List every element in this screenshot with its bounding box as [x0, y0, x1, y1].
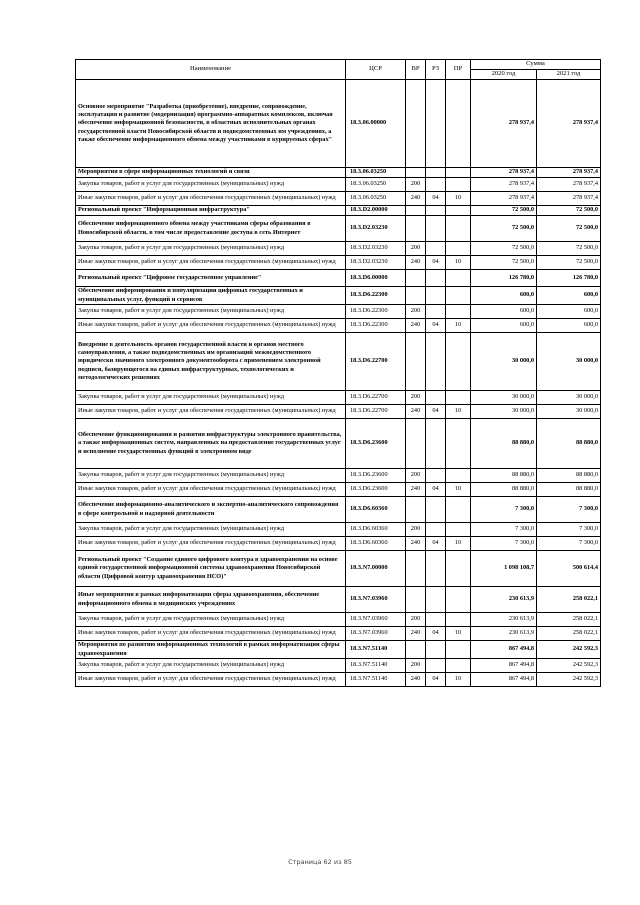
row-amount-2021: 242 592,3	[537, 673, 601, 687]
row-pr	[446, 469, 471, 483]
row-vr: 200	[406, 391, 426, 405]
row-vr	[406, 80, 426, 168]
row-rz	[426, 80, 446, 168]
row-name: Иные закупки товаров, работ и услуг для обеспечения государственных (муниципальных) нужд	[76, 192, 346, 206]
row-vr	[406, 497, 426, 523]
header-pr: ПР	[446, 60, 471, 80]
row-name: Иные закупки товаров, работ и услуг для обеспечения государственных (муниципальных) нужд	[76, 537, 346, 551]
row-code: 18.3.D6.22300	[346, 287, 406, 305]
row-pr	[446, 641, 471, 659]
row-amount-2021: 278 937,4	[537, 178, 601, 192]
table-row	[76, 242, 601, 256]
row-code: 18.3.N7.03960	[346, 587, 406, 613]
row-name: Иные закупки товаров, работ и услуг для обеспечения государственных (муниципальных) нужд	[76, 673, 346, 687]
row-amount-2021: 88 880,0	[537, 483, 601, 497]
row-rz	[426, 270, 446, 287]
row-rz	[426, 587, 446, 613]
row-name: Иные закупки товаров, работ и услуг для обеспечения государственных (муниципальных) нужд	[76, 627, 346, 641]
row-code: 18.3.D2.00000	[346, 206, 406, 216]
row-name: Закупка товаров, работ и услуг для государственных (муниципальных) нужд	[76, 613, 346, 627]
row-amount-2020: 30 000,0	[471, 333, 537, 391]
row-amount-2021: 242 592,3	[537, 659, 601, 673]
row-amount-2020: 126 780,0	[471, 270, 537, 287]
row-pr	[446, 216, 471, 242]
row-amount-2020: 1 098 108,7	[471, 551, 537, 587]
row-name: Закупка товаров, работ и услуг для государственных (муниципальных) нужд	[76, 178, 346, 192]
row-name: Закупка товаров, работ и услуг для государственных (муниципальных) нужд	[76, 391, 346, 405]
row-rz	[426, 659, 446, 673]
table-row	[76, 641, 601, 659]
row-name: Внедрение в деятельность органов государственной власти и органов местного самоуправления, а также подведомственных им организаций межведомственного юридически значимого электронного документооборота с применением электронной подписи, базирующегося на единых инфраструктурных, технологических и методологических решениях	[76, 333, 346, 391]
row-vr	[406, 419, 426, 469]
row-amount-2020: 278 937,4	[471, 80, 537, 168]
row-rz	[426, 419, 446, 469]
row-amount-2021: 7 300,0	[537, 497, 601, 523]
row-amount-2020: 7 300,0	[471, 523, 537, 537]
table-row	[76, 287, 601, 305]
row-name: Закупка товаров, работ и услуг для государственных (муниципальных) нужд	[76, 305, 346, 319]
row-amount-2021: 278 937,4	[537, 168, 601, 178]
row-code: 18.3.N7.03960	[346, 613, 406, 627]
table-row	[76, 659, 601, 673]
row-vr: 240	[406, 256, 426, 270]
row-rz: 04	[426, 673, 446, 687]
row-code: 18.3.N7.03960	[346, 627, 406, 641]
row-name: Закупка товаров, работ и услуг для государственных (муниципальных) нужд	[76, 659, 346, 673]
row-pr	[446, 419, 471, 469]
row-vr	[406, 641, 426, 659]
row-amount-2020: 867 494,8	[471, 673, 537, 687]
row-amount-2021: 7 300,0	[537, 523, 601, 537]
row-amount-2020: 230 613,9	[471, 627, 537, 641]
row-rz: 04	[426, 483, 446, 497]
row-amount-2021: 600,0	[537, 319, 601, 333]
row-amount-2020: 230 613,9	[471, 587, 537, 613]
row-amount-2021: 242 592,3	[537, 641, 601, 659]
row-name: Региональный проект "Создание единого цифрового контура в здравоохранении на основе единой государственной информационной системы здравоохранения Новосибирской области (Цифровой контур здравоохранения НСО)"	[76, 551, 346, 587]
row-pr: 10	[446, 483, 471, 497]
row-amount-2021: 258 022,1	[537, 587, 601, 613]
row-name: Мероприятия по развитию информационных технологий в рамках информатизации сферы здравоохранения	[76, 641, 346, 659]
row-code: 18.3.D6.22700	[346, 405, 406, 419]
row-vr	[406, 287, 426, 305]
row-code: 18.3.06.00000	[346, 80, 406, 168]
row-pr	[446, 206, 471, 216]
table-row	[76, 523, 601, 537]
row-rz: 04	[426, 537, 446, 551]
row-rz	[426, 641, 446, 659]
row-amount-2021: 72 500,0	[537, 216, 601, 242]
row-amount-2021: 88 880,0	[537, 469, 601, 483]
row-rz: 04	[426, 192, 446, 206]
row-vr: 200	[406, 469, 426, 483]
row-vr: 240	[406, 673, 426, 687]
row-vr: 200	[406, 242, 426, 256]
row-code: 18.3.N7.51140	[346, 673, 406, 687]
row-rz	[426, 391, 446, 405]
row-pr	[446, 391, 471, 405]
row-vr: 200	[406, 523, 426, 537]
row-code: 18.3.06.03250	[346, 168, 406, 178]
row-amount-2021: 258 022,1	[537, 613, 601, 627]
row-amount-2020: 7 300,0	[471, 537, 537, 551]
table-row	[76, 483, 601, 497]
table-row	[76, 192, 601, 206]
row-amount-2020: 230 613,9	[471, 613, 537, 627]
row-name: Мероприятия в сфере информационных технологий и связи	[76, 168, 346, 178]
row-rz	[426, 305, 446, 319]
row-pr: 10	[446, 627, 471, 641]
row-name: Иные мероприятия в рамках информатизации сферы здравоохранения, обеспечение информационного обмена в медицинских учреждениях	[76, 587, 346, 613]
row-pr	[446, 168, 471, 178]
table-row	[76, 551, 601, 587]
row-rz	[426, 497, 446, 523]
row-amount-2020: 600,0	[471, 305, 537, 319]
row-name: Иные закупки товаров, работ и услуг для обеспечения государственных (муниципальных) нужд	[76, 405, 346, 419]
row-name: Основное мероприятие "Разработка (приобретение), внедрение, сопровождение, эксплуатация и развитие (модернизация) программно-аппаратных комплексов, включая обеспечение информационной безопасности, в областных исполнительных органах государственной власти Новосибирской области и подведомственных им учреждениях, а также обеспечение информационного обмена между участниками в курируемых сферах"	[76, 80, 346, 168]
row-amount-2020: 278 937,4	[471, 178, 537, 192]
table-row	[76, 587, 601, 613]
row-pr	[446, 551, 471, 587]
row-amount-2021: 30 000,0	[537, 391, 601, 405]
row-code: 18.3.D6.60360	[346, 537, 406, 551]
row-pr	[446, 80, 471, 168]
row-code: 18.3.D2.03230	[346, 256, 406, 270]
row-rz	[426, 523, 446, 537]
row-rz	[426, 333, 446, 391]
row-amount-2021: 278 937,4	[537, 80, 601, 168]
table-row	[76, 469, 601, 483]
row-amount-2020: 867 494,8	[471, 659, 537, 673]
row-amount-2020: 30 000,0	[471, 405, 537, 419]
row-amount-2020: 72 500,0	[471, 242, 537, 256]
header-csr: ЦСР	[346, 60, 406, 80]
table-row	[76, 319, 601, 333]
row-rz: 04	[426, 319, 446, 333]
row-name: Закупка товаров, работ и услуг для государственных (муниципальных) нужд	[76, 469, 346, 483]
table-row	[76, 305, 601, 319]
row-rz: 04	[426, 627, 446, 641]
row-amount-2020: 7 300,0	[471, 497, 537, 523]
header-vr: ВР	[406, 60, 426, 80]
row-code: 18.3.06.03250	[346, 178, 406, 192]
row-code: 18.3.D6.23600	[346, 469, 406, 483]
row-amount-2021: 500 614,4	[537, 551, 601, 587]
row-amount-2021: 600,0	[537, 305, 601, 319]
row-amount-2020: 72 500,0	[471, 216, 537, 242]
budget-table	[75, 59, 601, 687]
row-vr	[406, 168, 426, 178]
row-pr	[446, 497, 471, 523]
row-pr	[446, 305, 471, 319]
row-rz	[426, 287, 446, 305]
row-amount-2021: 278 937,4	[537, 192, 601, 206]
row-name: Региональный проект "Цифровое государственное управление"	[76, 270, 346, 287]
table-row	[76, 216, 601, 242]
row-amount-2020: 867 494,8	[471, 641, 537, 659]
row-code: 18.3.D2.03230	[346, 216, 406, 242]
row-name: Иные закупки товаров, работ и услуг для обеспечения государственных (муниципальных) нужд	[76, 319, 346, 333]
row-amount-2020: 600,0	[471, 319, 537, 333]
row-pr	[446, 523, 471, 537]
table-row	[76, 405, 601, 419]
row-name: Закупка товаров, работ и услуг для государственных (муниципальных) нужд	[76, 242, 346, 256]
row-code: 18.3.N7.00000	[346, 551, 406, 587]
row-code: 18.3.D6.23600	[346, 419, 406, 469]
row-pr	[446, 178, 471, 192]
row-vr	[406, 216, 426, 242]
row-code: 18.3.06.03250	[346, 192, 406, 206]
row-code: 18.3.D6.22700	[346, 333, 406, 391]
table-row	[76, 333, 601, 391]
row-vr: 240	[406, 537, 426, 551]
row-pr: 10	[446, 319, 471, 333]
row-code: 18.3.D6.22700	[346, 391, 406, 405]
row-pr: 10	[446, 192, 471, 206]
header-year-2020: 2020 год	[471, 70, 537, 80]
header-row	[76, 60, 601, 70]
table-row	[76, 627, 601, 641]
row-code: 18.3.D2.03230	[346, 242, 406, 256]
header-rz: РЗ	[426, 60, 446, 80]
row-amount-2021: 72 500,0	[537, 242, 601, 256]
row-rz	[426, 178, 446, 192]
row-amount-2021: 72 500,0	[537, 256, 601, 270]
row-pr	[446, 242, 471, 256]
row-name: Закупка товаров, работ и услуг для государственных (муниципальных) нужд	[76, 523, 346, 537]
row-amount-2021: 126 780,0	[537, 270, 601, 287]
header-sum: Сумма	[471, 60, 601, 70]
table-row	[76, 256, 601, 270]
table-row	[76, 497, 601, 523]
row-amount-2020: 88 880,0	[471, 469, 537, 483]
table-body	[76, 60, 601, 687]
header-name: Наименование	[76, 60, 346, 80]
row-vr: 240	[406, 405, 426, 419]
row-amount-2021: 600,0	[537, 287, 601, 305]
row-amount-2021: 30 000,0	[537, 333, 601, 391]
row-code: 18.3.D6.23600	[346, 483, 406, 497]
row-name: Обеспечение информирования и популяризации цифровых государственных и муниципальных услуг, функций и сервисов	[76, 287, 346, 305]
row-rz	[426, 469, 446, 483]
table-row	[76, 673, 601, 687]
row-rz: 04	[426, 405, 446, 419]
table-row	[76, 391, 601, 405]
row-rz	[426, 551, 446, 587]
row-code: 18.3.N7.51140	[346, 659, 406, 673]
row-amount-2020: 88 880,0	[471, 483, 537, 497]
row-amount-2020: 88 880,0	[471, 419, 537, 469]
row-name: Региональный проект "Информационная инфраструктура"	[76, 206, 346, 216]
row-vr: 200	[406, 613, 426, 627]
row-pr: 10	[446, 537, 471, 551]
row-code: 18.3.D6.22300	[346, 305, 406, 319]
row-pr: 10	[446, 405, 471, 419]
table-row	[76, 613, 601, 627]
row-rz	[426, 613, 446, 627]
row-pr	[446, 333, 471, 391]
row-vr: 200	[406, 305, 426, 319]
row-name: Иные закупки товаров, работ и услуг для обеспечения государственных (муниципальных) нужд	[76, 483, 346, 497]
row-vr: 200	[406, 659, 426, 673]
table-row	[76, 80, 601, 168]
row-amount-2021: 72 500,0	[537, 206, 601, 216]
row-pr	[446, 270, 471, 287]
row-amount-2020: 30 000,0	[471, 391, 537, 405]
table-row	[76, 206, 601, 216]
row-code: 18.3.D6.00000	[346, 270, 406, 287]
row-code: 18.3.D6.60360	[346, 497, 406, 523]
row-name: Иные закупки товаров, работ и услуг для обеспечения государственных (муниципальных) нужд	[76, 256, 346, 270]
row-rz	[426, 168, 446, 178]
row-rz	[426, 242, 446, 256]
table-row	[76, 168, 601, 178]
row-amount-2020: 72 500,0	[471, 206, 537, 216]
row-rz: 04	[426, 256, 446, 270]
row-vr: 240	[406, 192, 426, 206]
row-pr	[446, 587, 471, 613]
table-row	[76, 178, 601, 192]
row-amount-2020: 278 937,4	[471, 192, 537, 206]
row-pr: 10	[446, 256, 471, 270]
page-footer: Страница 62 из 85	[288, 858, 352, 866]
row-amount-2021: 7 300,0	[537, 537, 601, 551]
row-name: Обеспечение информационно-аналитического и экспертно-аналитического сопровождения в сфере контрольной и надзорной деятельности	[76, 497, 346, 523]
table-row	[76, 419, 601, 469]
row-pr	[446, 613, 471, 627]
row-code: 18.3.N7.51140	[346, 641, 406, 659]
table-row	[76, 270, 601, 287]
row-amount-2021: 88 880,0	[537, 419, 601, 469]
row-amount-2020: 72 500,0	[471, 256, 537, 270]
row-rz	[426, 206, 446, 216]
row-amount-2021: 30 000,0	[537, 405, 601, 419]
row-vr: 200	[406, 178, 426, 192]
table-row	[76, 537, 601, 551]
row-amount-2020: 600,0	[471, 287, 537, 305]
row-pr	[446, 287, 471, 305]
row-vr	[406, 270, 426, 287]
row-name: Обеспечение информационного обмена между участниками сферы образования в Новосибирской области, в том числе предоставление доступа в сеть Интернет	[76, 216, 346, 242]
row-rz	[426, 216, 446, 242]
row-vr	[406, 206, 426, 216]
row-code: 18.3.D6.22300	[346, 319, 406, 333]
row-vr: 240	[406, 483, 426, 497]
row-vr	[406, 587, 426, 613]
row-pr	[446, 659, 471, 673]
row-vr: 240	[406, 627, 426, 641]
row-pr: 10	[446, 673, 471, 687]
row-amount-2020: 278 937,4	[471, 168, 537, 178]
row-vr: 240	[406, 319, 426, 333]
row-vr	[406, 333, 426, 391]
row-code: 18.3.D6.60360	[346, 523, 406, 537]
row-amount-2021: 258 022,1	[537, 627, 601, 641]
header-year-2021: 2021 год	[537, 70, 601, 80]
row-vr	[406, 551, 426, 587]
row-name: Обеспечение функционирования и развития инфраструктуры электронного правительства, а также информационных систем, направленных на предоставление государственных услуг и исполнение государственных функций в электронном виде	[76, 419, 346, 469]
